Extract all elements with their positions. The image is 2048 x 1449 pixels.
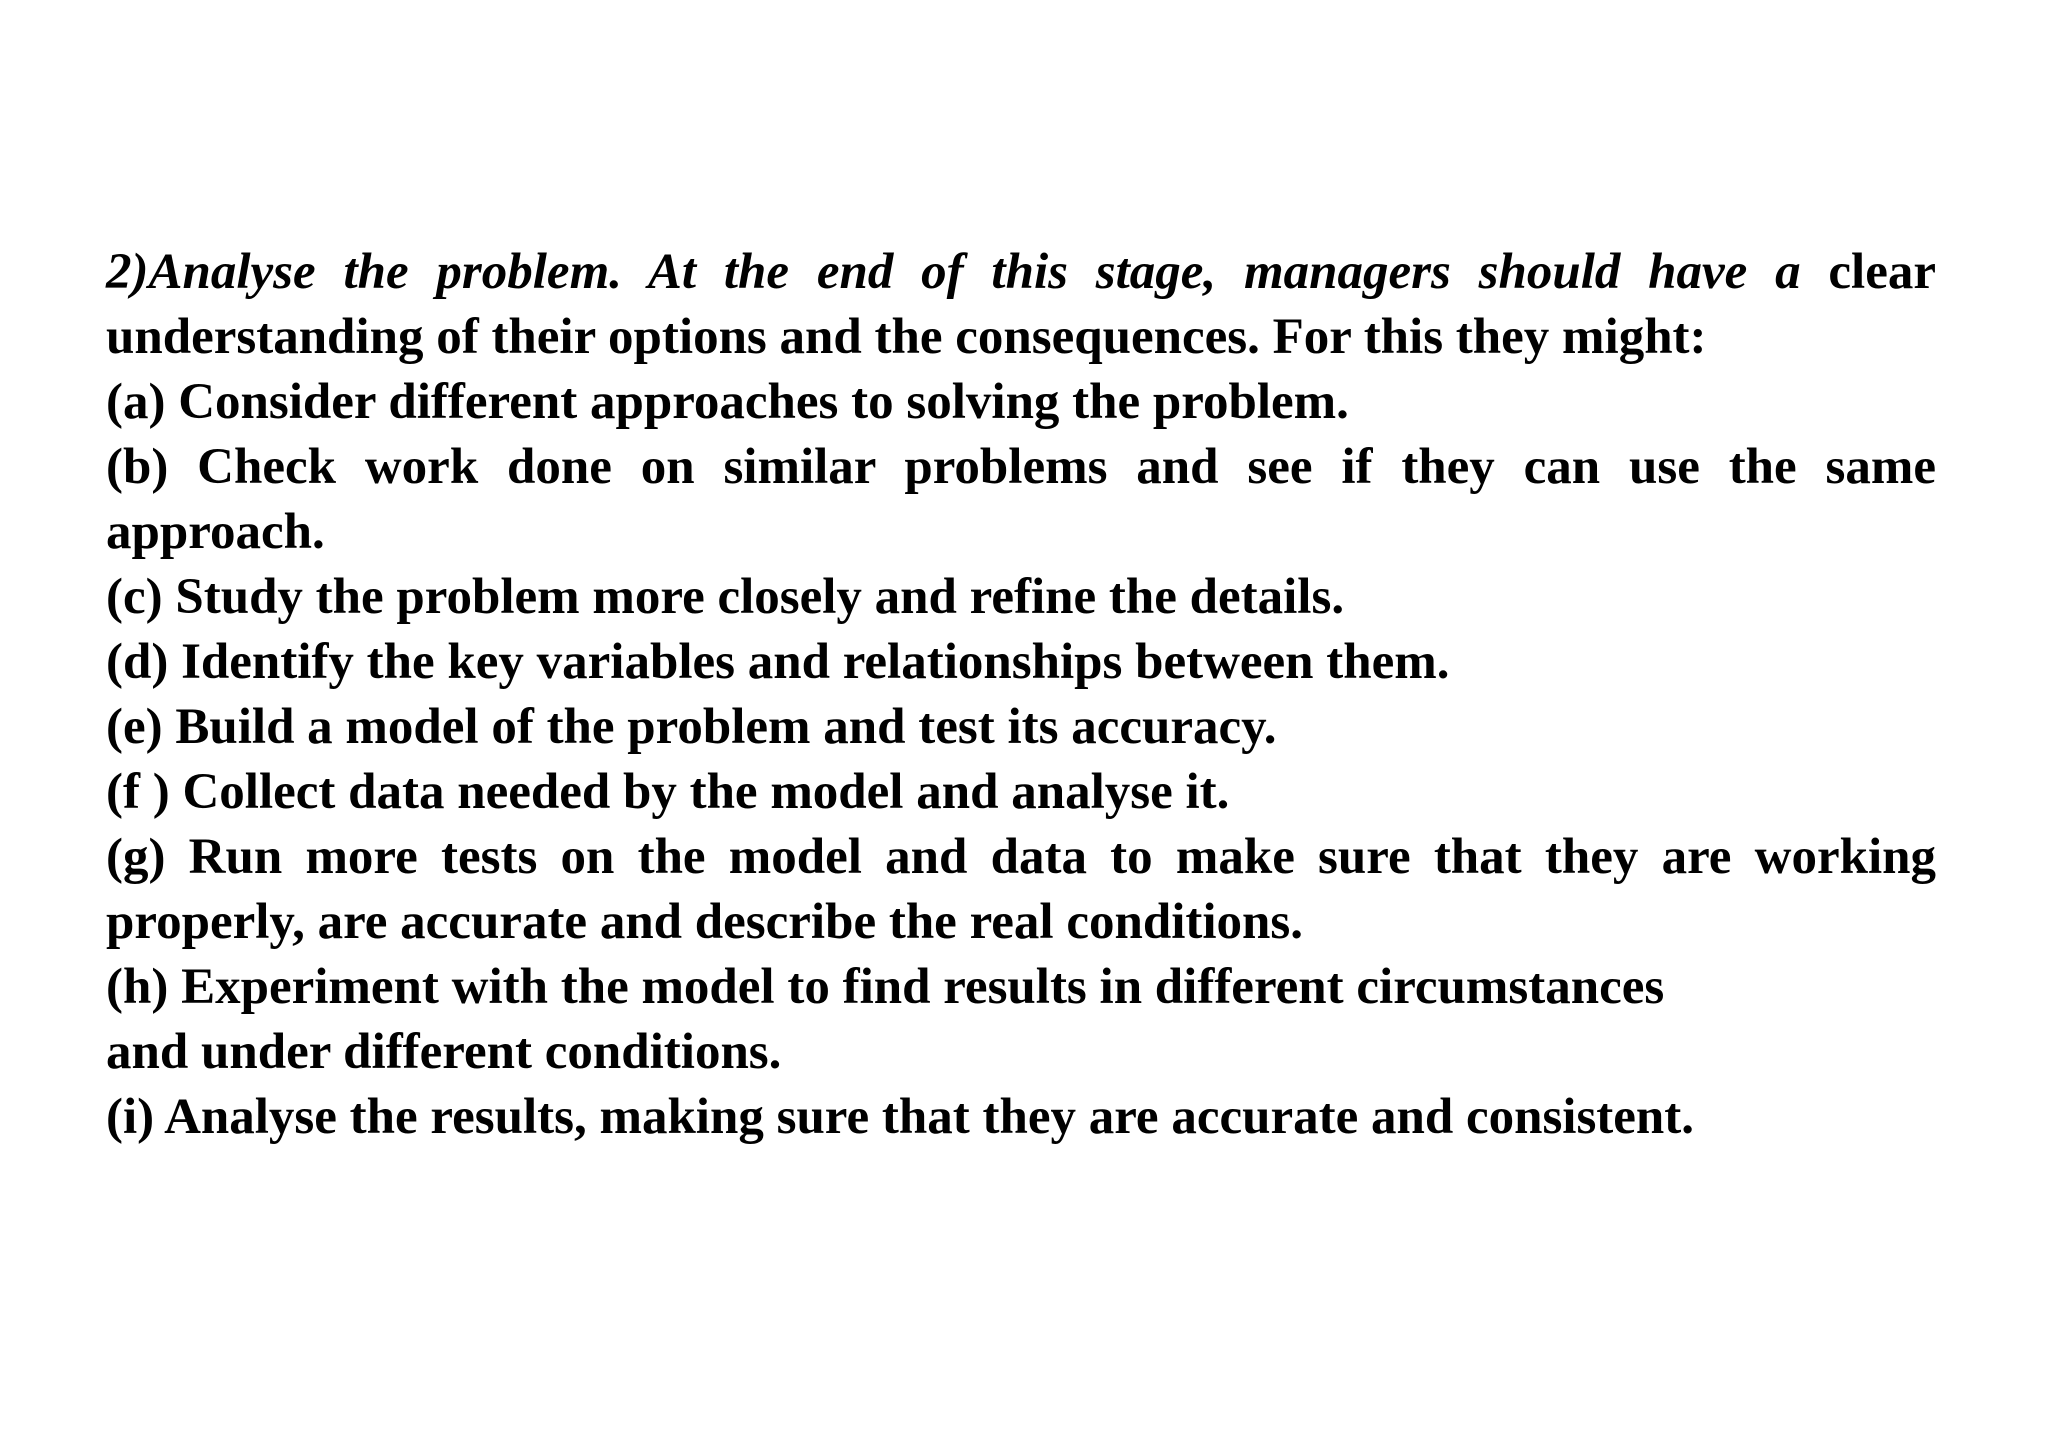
- intro-line-2: understanding of their options and the consequences. For this they might:: [106, 309, 1707, 365]
- list-item-a: (a) Consider different approaches to solving the problem.: [106, 374, 1349, 430]
- intro-italic-lead: 2)Analyse the problem. At the end of this stage, managers should have a: [106, 244, 1801, 300]
- intro-line-1: [106, 240, 1936, 305]
- list-item-c: (c) Study the problem more closely and refine the details.: [106, 569, 1345, 625]
- list-item-b-line-2: approach.: [106, 504, 325, 560]
- list-item-e: (e) Build a model of the problem and test its accuracy.: [106, 699, 1277, 755]
- intro-rest: clear: [1800, 244, 1937, 300]
- list-item-d: (d) Identify the key variables and relationships between them.: [106, 634, 1450, 690]
- text-block: [106, 240, 1936, 1150]
- list-item-g-line-2: properly, are accurate and describe the real conditions.: [106, 894, 1303, 950]
- list-item-h-line-2: and under different conditions.: [106, 1024, 782, 1080]
- list-item-b-line-1: (b) Check work done on similar problems and see if they can use the same: [106, 439, 1936, 495]
- list-item-i: (i) Analyse the results, making sure that they are accurate and consistent.: [106, 1089, 1695, 1145]
- list-item-f: (f ) Collect data needed by the model and analyse it.: [106, 764, 1230, 820]
- list-item-h-line-1: (h) Experiment with the model to find results in different circumstances: [106, 959, 1665, 1015]
- list-item-g-line-1: (g) Run more tests on the model and data to make sure that they are working: [106, 829, 1936, 885]
